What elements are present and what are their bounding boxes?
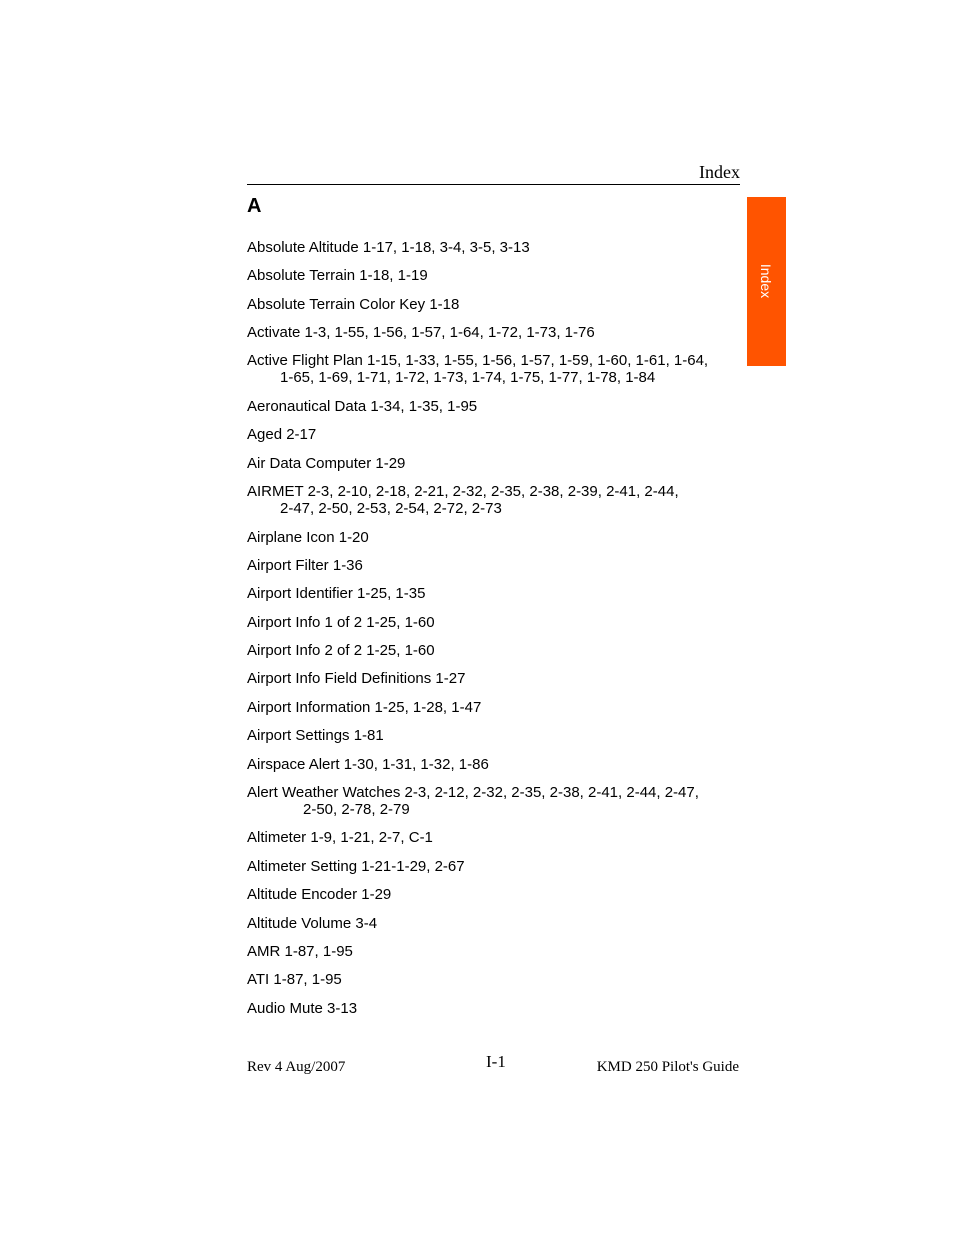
- index-entry: [247, 943, 727, 960]
- entry-text: Absolute Terrain 1-18, 1-19: [247, 267, 428, 284]
- index-entry: [247, 670, 727, 687]
- index-entry: [247, 455, 727, 472]
- index-entry: [247, 296, 727, 313]
- index-entry: [247, 614, 727, 631]
- index-entry: [247, 426, 727, 443]
- index-entry: [247, 529, 727, 546]
- entry-text: Altimeter Setting 1-21-1-29, 2-67: [247, 858, 465, 875]
- entry-text: Altitude Encoder 1-29: [247, 886, 392, 903]
- footer-revision: Rev 4 Aug/2007: [247, 1059, 346, 1075]
- section-letter: A: [247, 195, 262, 217]
- index-entry: [247, 642, 727, 659]
- index-entry: [247, 483, 727, 517]
- entry-text: Airplane Icon 1-20: [247, 529, 369, 546]
- index-entry: [247, 1000, 727, 1017]
- page-header-title: Index: [699, 162, 740, 182]
- entry-text: Airport Info 1 of 2 1-25, 1-60: [247, 614, 435, 631]
- entry-text: Air Data Computer 1-29: [247, 455, 406, 472]
- entry-text: Absolute Terrain Color Key 1-18: [247, 296, 460, 313]
- entry-text: Aeronautical Data 1-34, 1-35, 1-95: [247, 398, 478, 415]
- index-entry: [247, 971, 727, 988]
- entry-continuation: 2-47, 2-50, 2-53, 2-54, 2-72, 2-73: [280, 500, 502, 517]
- index-entry: [247, 699, 727, 716]
- entry-continuation: 2-50, 2-78, 2-79: [303, 801, 410, 818]
- entry-text: Airport Identifier 1-25, 1-35: [247, 585, 426, 602]
- entry-text: Aged 2-17: [247, 426, 317, 443]
- entry-text: Airport Settings 1-81: [247, 727, 384, 744]
- entry-text: Altitude Volume 3-4: [247, 915, 378, 932]
- index-entry: [247, 756, 727, 773]
- index-entry: [247, 886, 727, 903]
- index-entry: [247, 858, 727, 875]
- index-entry: [247, 727, 727, 744]
- header-divider: [247, 184, 740, 185]
- entry-text: Absolute Altitude 1-17, 1-18, 3-4, 3-5, 3-13: [247, 239, 530, 256]
- entry-text: ATI 1-87, 1-95: [247, 971, 342, 988]
- entry-text: Audio Mute 3-13: [247, 1000, 358, 1017]
- entry-text: AIRMET 2-3, 2-10, 2-18, 2-21, 2-32, 2-35, 2-38, 2-39, 2-41, 2-44,: [247, 483, 679, 500]
- entry-text: Airspace Alert 1-30, 1-31, 1-32, 1-86: [247, 756, 489, 773]
- entry-text: Airport Filter 1-36: [247, 557, 363, 574]
- footer-guide-title: KMD 250 Pilot's Guide: [596, 1059, 739, 1075]
- index-entry: [247, 829, 727, 846]
- index-entry: [247, 557, 727, 574]
- entry-continuation: 1-65, 1-69, 1-71, 1-72, 1-73, 1-74, 1-75, 1-77, 1-78, 1-84: [280, 369, 656, 386]
- index-entry: [247, 267, 727, 284]
- entry-text: Active Flight Plan 1-15, 1-33, 1-55, 1-56, 1-57, 1-59, 1-60, 1-61, 1-64,: [247, 352, 709, 369]
- footer-page-number: I-1: [486, 1052, 506, 1071]
- index-entry: [247, 585, 727, 602]
- index-entry: [247, 352, 727, 386]
- index-side-tab: [747, 197, 786, 366]
- entry-text: Airport Info Field Definitions 1-27: [247, 670, 466, 687]
- entry-text: Airport Information 1-25, 1-28, 1-47: [247, 699, 482, 716]
- index-entry: [247, 398, 727, 415]
- index-entry: [247, 239, 727, 256]
- index-entry: [247, 915, 727, 932]
- entry-text: Activate 1-3, 1-55, 1-56, 1-57, 1-64, 1-72, 1-73, 1-76: [247, 324, 595, 341]
- index-entry: [247, 324, 727, 341]
- entry-text: Alert Weather Watches 2-3, 2-12, 2-32, 2-35, 2-38, 2-41, 2-44, 2-47,: [247, 784, 699, 801]
- entry-text: Airport Info 2 of 2 1-25, 1-60: [247, 642, 435, 659]
- side-tab-label: Index: [758, 263, 774, 299]
- entry-text: AMR 1-87, 1-95: [247, 943, 353, 960]
- entry-text: Altimeter 1-9, 1-21, 2-7, C-1: [247, 829, 433, 846]
- index-entry: [247, 784, 727, 818]
